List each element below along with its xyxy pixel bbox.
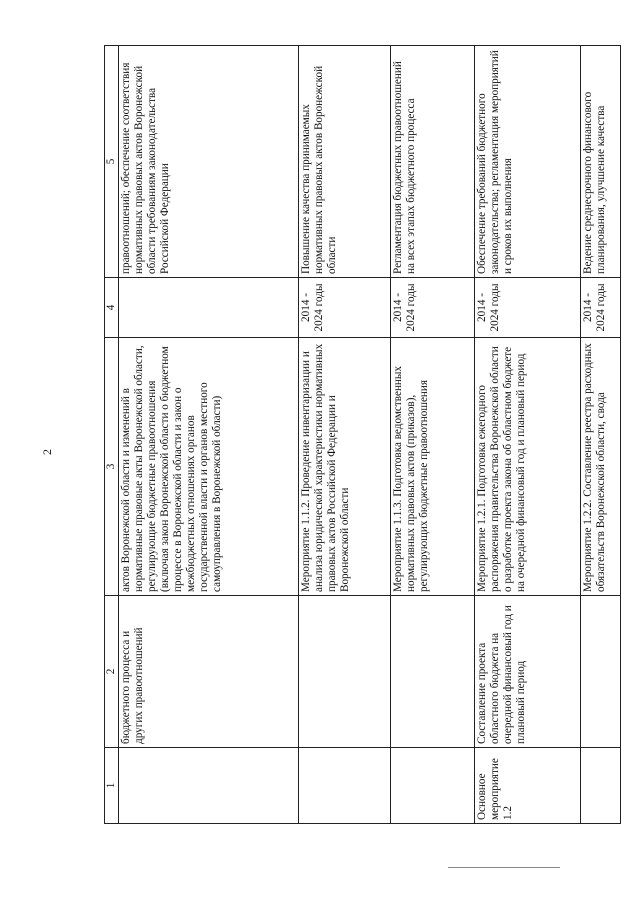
cell-period: 2014 - 2024 годы xyxy=(475,278,581,338)
table-row xyxy=(581,46,621,824)
cell-measure-name: Составление проекта областного бюджета на очередной финансовый год и плановый период xyxy=(475,596,581,748)
column-header-1: 1 xyxy=(105,748,119,824)
cell-activity: Мероприятие 1.1.2. Проведение инвентаризации и анализа юридической характеристики нормативных правовых актов Российской Федерации и Воронежской области xyxy=(299,338,391,596)
header-row xyxy=(105,46,119,824)
cell-activity: Мероприятие 1.2.1. Подготовка ежегодного распоряжения правительства Воронежской области о разработке проекта закона об областном бюджете на очередной финансовый год и плановый период xyxy=(475,338,581,596)
cell-result: правоотношений; обеспечение соответствия нормативных правовых актов Воронежской области требованиям законодательства Российской Федерации xyxy=(119,46,299,278)
cell-measure-group: Основное мероприятие 1.2 xyxy=(475,748,581,824)
cell-period xyxy=(119,278,299,338)
cell-activity: Мероприятие 1.1.3. Подготовка ведомственных нормативных правовых актов (приказов), регулирующих бюджетные правоотношения xyxy=(391,338,475,596)
cell-result: Ведение среднесрочного финансового планирования, улучшение качества xyxy=(581,46,621,278)
cell-result: Повышение качества принимаемых нормативных правовых актов Воронежской области xyxy=(299,46,391,278)
cell-measure-name xyxy=(391,596,475,748)
column-header-4: 4 xyxy=(105,278,119,338)
column-header-5: 5 xyxy=(105,46,119,278)
table-row xyxy=(119,46,299,824)
cell-activity: Мероприятие 1.2.2. Составление реестра расходных обязательств Воронежской области, свода xyxy=(581,338,621,596)
table-row xyxy=(391,46,475,824)
table-row xyxy=(475,46,581,824)
cell-result: Обеспечение требований бюджетного законодательства; регламентация мероприятий и сроков их выполнения xyxy=(475,46,581,278)
program-measures-table xyxy=(104,45,621,824)
cell-period: 2014 - 2024 годы xyxy=(299,278,391,338)
cell-activity: актов Воронежской области и изменений в нормативные правовые акты Воронежской области, регулирующие бюджетные правоотношения (включая закон Воронежской области о бюджетном процессе в Воронежской области и закон о межбюджетных отношениях органов государственной власти и органов местного самоуправления в Воронежской области) xyxy=(119,338,299,596)
column-header-2: 2 xyxy=(105,596,119,748)
table-row xyxy=(299,46,391,824)
cell-period: 2014 - 2024 годы xyxy=(581,278,621,338)
cell-measure-group xyxy=(299,748,391,824)
column-header-3: 3 xyxy=(105,338,119,596)
cell-result: Регламентация бюджетных правоотношений на всех этапах бюджетного процесса xyxy=(391,46,475,278)
cell-period: 2014 - 2024 годы xyxy=(391,278,475,338)
cell-measure-name: бюджетного процесса и других правоотношений xyxy=(119,596,299,748)
footnote-divider xyxy=(448,867,560,868)
cell-measure-group xyxy=(119,748,299,824)
document-table-wrapper xyxy=(104,46,609,824)
cell-measure-name xyxy=(581,596,621,748)
cell-measure-group xyxy=(391,748,475,824)
page-number: 2 xyxy=(40,449,54,455)
cell-measure-name xyxy=(299,596,391,748)
cell-measure-group xyxy=(581,748,621,824)
